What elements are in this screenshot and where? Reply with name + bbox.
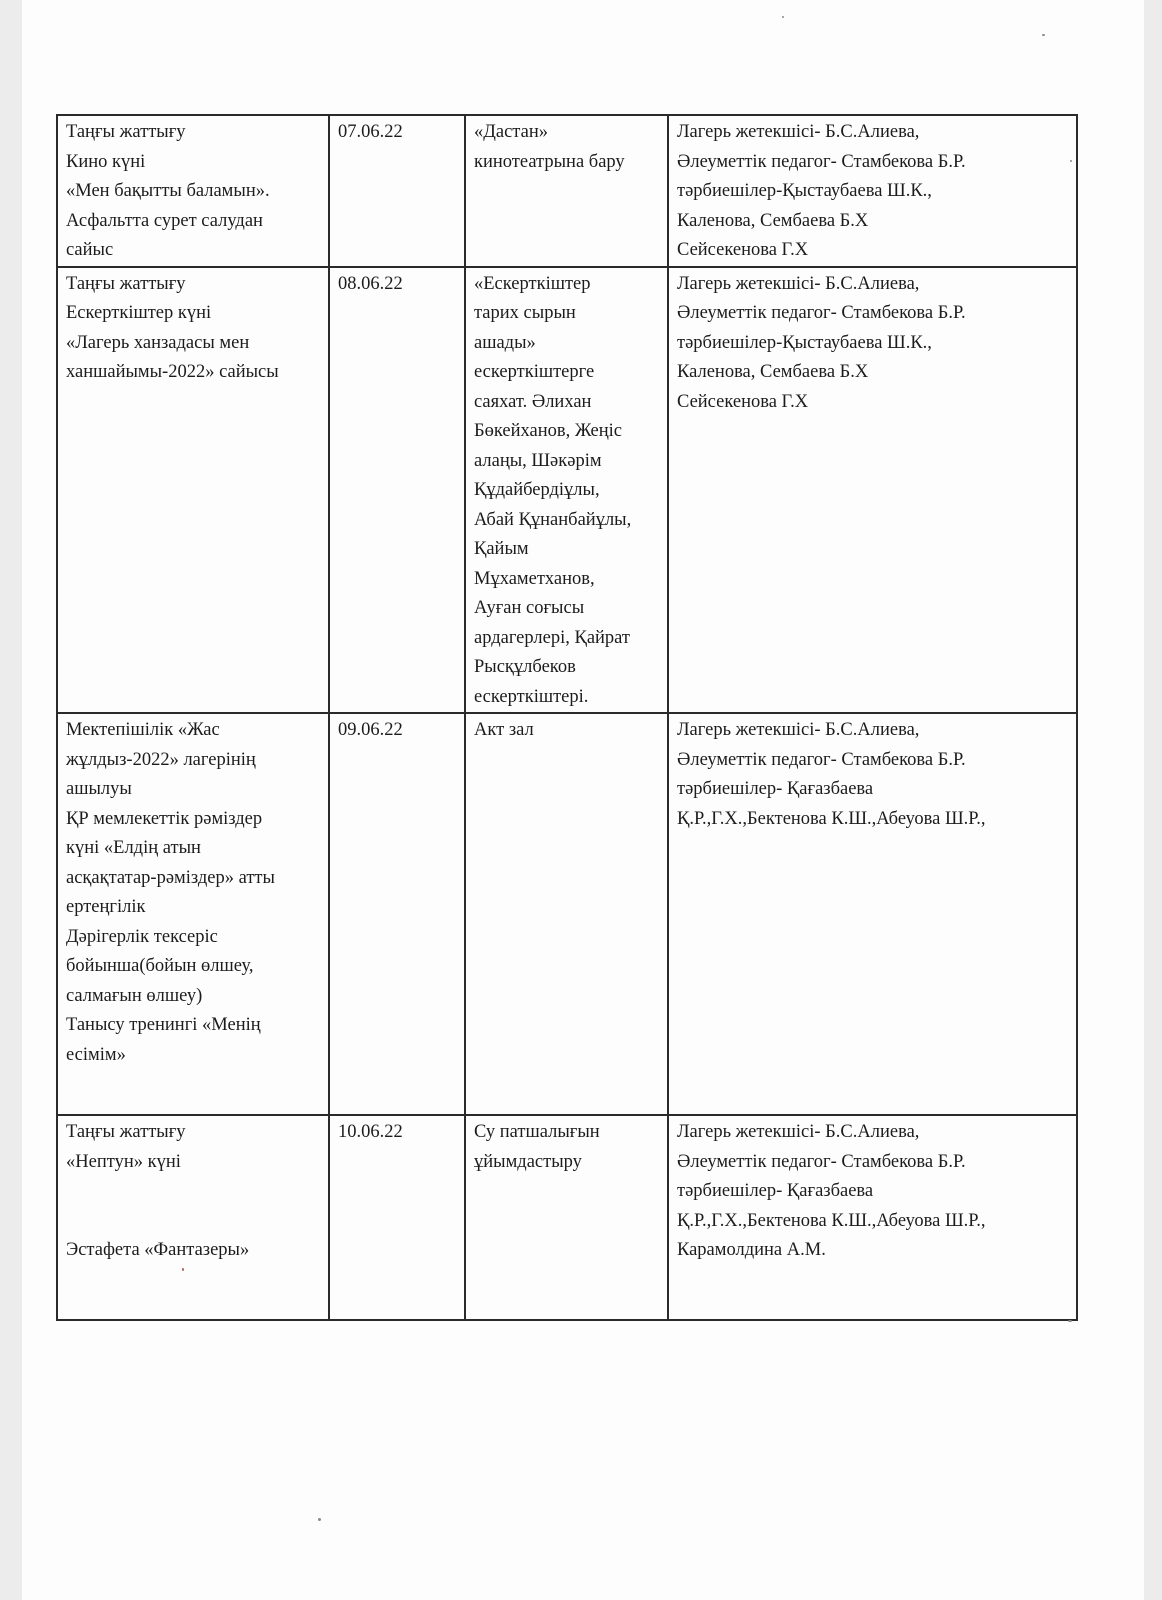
activity-line: Дәрігерлік тексеріс xyxy=(66,926,218,947)
activity-cell xyxy=(57,1115,329,1320)
place-line: Акт зал xyxy=(474,720,534,740)
activity-cell xyxy=(57,713,329,1115)
activity-cell xyxy=(57,115,329,267)
staff-cell xyxy=(668,267,1077,714)
place-line: ескерткіштерге xyxy=(474,362,595,382)
date-cell xyxy=(329,267,465,714)
activity-line: есімім» xyxy=(66,1044,126,1065)
date-cell xyxy=(329,713,465,1115)
place-cell xyxy=(465,713,668,1115)
activity-line: бойынша(бойын өлшеу, xyxy=(66,956,254,976)
staff-cell xyxy=(668,713,1077,1115)
staff-line: Әлеуметтік педагог- Стамбекова Б.Р. xyxy=(677,1151,966,1172)
activity-line: Таңғы жаттығу xyxy=(66,1122,186,1142)
staff-line: Каленова, Сембаева Б.Х xyxy=(677,362,869,382)
place-line: Мұхаметханов, xyxy=(474,568,595,589)
table-row xyxy=(57,267,1077,714)
activity-line: Эстафета «Фантазеры» xyxy=(66,1240,250,1260)
activity-line: Асфальтта сурет салудан xyxy=(66,210,263,231)
place-line: Ауған соғысы xyxy=(474,598,585,618)
scan-speck xyxy=(318,1518,321,1521)
staff-line: Әлеуметтік педагог- Стамбекова Б.Р. xyxy=(677,303,966,323)
staff-cell xyxy=(668,1115,1077,1320)
activity-line: сайыс xyxy=(66,240,114,260)
staff-line: Карамолдина А.М. xyxy=(677,1240,826,1260)
place-line: Қайым xyxy=(474,539,529,559)
date-text: 10.06.22 xyxy=(338,1122,403,1142)
staff-line: Каленова, Сембаева Б.Х xyxy=(677,210,869,231)
activity-line: Кино күні xyxy=(66,151,146,172)
place-line: ашады» xyxy=(474,332,536,353)
staff-line: Лагерь жетекшісі- Б.С.Алиева, xyxy=(677,1122,920,1142)
activity-line: асқақтатар-рәміздер» атты xyxy=(66,867,275,888)
staff-line: тәрбиешілер- Қағазбаева xyxy=(677,779,874,799)
place-line: кинотеатрына бару xyxy=(474,151,625,172)
staff-line: Қ.Р.,Г.Х.,Бектенова К.Ш.,Абеуова Ш.Р., xyxy=(677,808,986,829)
date-text: 08.06.22 xyxy=(338,273,403,294)
document-page xyxy=(22,0,1144,1600)
date-cell xyxy=(329,1115,465,1320)
place-cell xyxy=(465,267,668,714)
activity-line: Танысу тренингі «Менің xyxy=(66,1015,261,1035)
activity-line: жұлдыз-2022» лагерінің xyxy=(66,749,256,770)
scan-speck xyxy=(1042,34,1045,36)
activity-line: Ескерткіштер күні xyxy=(66,303,212,323)
place-line: Құдайбердіұлы, xyxy=(474,480,600,500)
activity-line: ҚР мемлекеттік рәміздер xyxy=(66,808,263,829)
scan-speck xyxy=(1070,160,1072,162)
place-line: Су патшалығын xyxy=(474,1122,600,1142)
staff-line: Әлеуметтік педагог- Стамбекова Б.Р. xyxy=(677,151,966,172)
activity-line: Таңғы жаттығу xyxy=(66,122,186,142)
activity-line: ертеңгілік xyxy=(66,897,146,917)
activity-line: ханшайымы-2022» сайысы xyxy=(66,362,279,382)
date-cell xyxy=(329,115,465,267)
place-line: «Дастан» xyxy=(474,122,548,142)
activity-line: Таңғы жаттығу xyxy=(66,273,186,294)
place-line: ардагерлері, Қайрат xyxy=(474,627,631,648)
place-line: тарих сырын xyxy=(474,303,576,323)
staff-line: Сейсекенова Г.Х xyxy=(677,240,809,260)
date-text: 09.06.22 xyxy=(338,720,403,740)
activity-line: «Мен бақытты баламын». xyxy=(66,181,270,201)
camp-schedule-table xyxy=(56,114,1078,1321)
table-row xyxy=(57,1115,1077,1320)
scan-speck xyxy=(182,1268,184,1271)
activity-line: «Лагерь ханзадасы мен xyxy=(66,332,250,353)
place-line: «Ескерткіштер xyxy=(474,273,591,294)
staff-line: Қ.Р.,Г.Х.,Бектенова К.Ш.,Абеуова Ш.Р., xyxy=(677,1210,986,1231)
staff-line: Әлеуметтік педагог- Стамбекова Б.Р. xyxy=(677,749,966,770)
staff-line: тәрбиешілер-Қыстаубаева Ш.К., xyxy=(677,332,932,353)
place-line: Абай Құнанбайұлы, xyxy=(474,509,632,530)
activity-cell xyxy=(57,267,329,714)
place-cell xyxy=(465,1115,668,1320)
place-line: Бөкейханов, Жеңіс xyxy=(474,421,622,441)
activity-line: салмағын өлшеу) xyxy=(66,985,203,1006)
activity-line: Мектепішілік «Жас xyxy=(66,720,220,740)
activity-line: ашылуы xyxy=(66,779,132,799)
place-line: алаңы, Шәкәрім xyxy=(474,450,602,471)
activity-line: «Нептун» күні xyxy=(66,1151,181,1172)
staff-line: тәрбиешілер-Қыстаубаева Ш.К., xyxy=(677,181,932,201)
table-row xyxy=(57,713,1077,1115)
scan-speck xyxy=(782,16,784,18)
place-line: ескерткіштері. xyxy=(474,686,589,707)
activity-line: күні «Елдің атын xyxy=(66,838,201,858)
place-line: ұйымдастыру xyxy=(474,1151,582,1172)
staff-line: Сейсекенова Г.Х xyxy=(677,391,809,412)
staff-line: Лагерь жетекшісі- Б.С.Алиева, xyxy=(677,273,920,294)
staff-line: тәрбиешілер- Қағазбаева xyxy=(677,1181,874,1201)
date-text: 07.06.22 xyxy=(338,122,403,142)
place-cell xyxy=(465,115,668,267)
scan-speck xyxy=(1068,1320,1072,1322)
staff-line: Лагерь жетекшісі- Б.С.Алиева, xyxy=(677,122,920,142)
place-line: Рысқұлбеков xyxy=(474,657,576,677)
line-gap xyxy=(66,1177,320,1236)
place-line: саяхат. Әлихан xyxy=(474,391,592,412)
staff-cell xyxy=(668,115,1077,267)
table-row xyxy=(57,115,1077,267)
staff-line: Лагерь жетекшісі- Б.С.Алиева, xyxy=(677,720,920,740)
